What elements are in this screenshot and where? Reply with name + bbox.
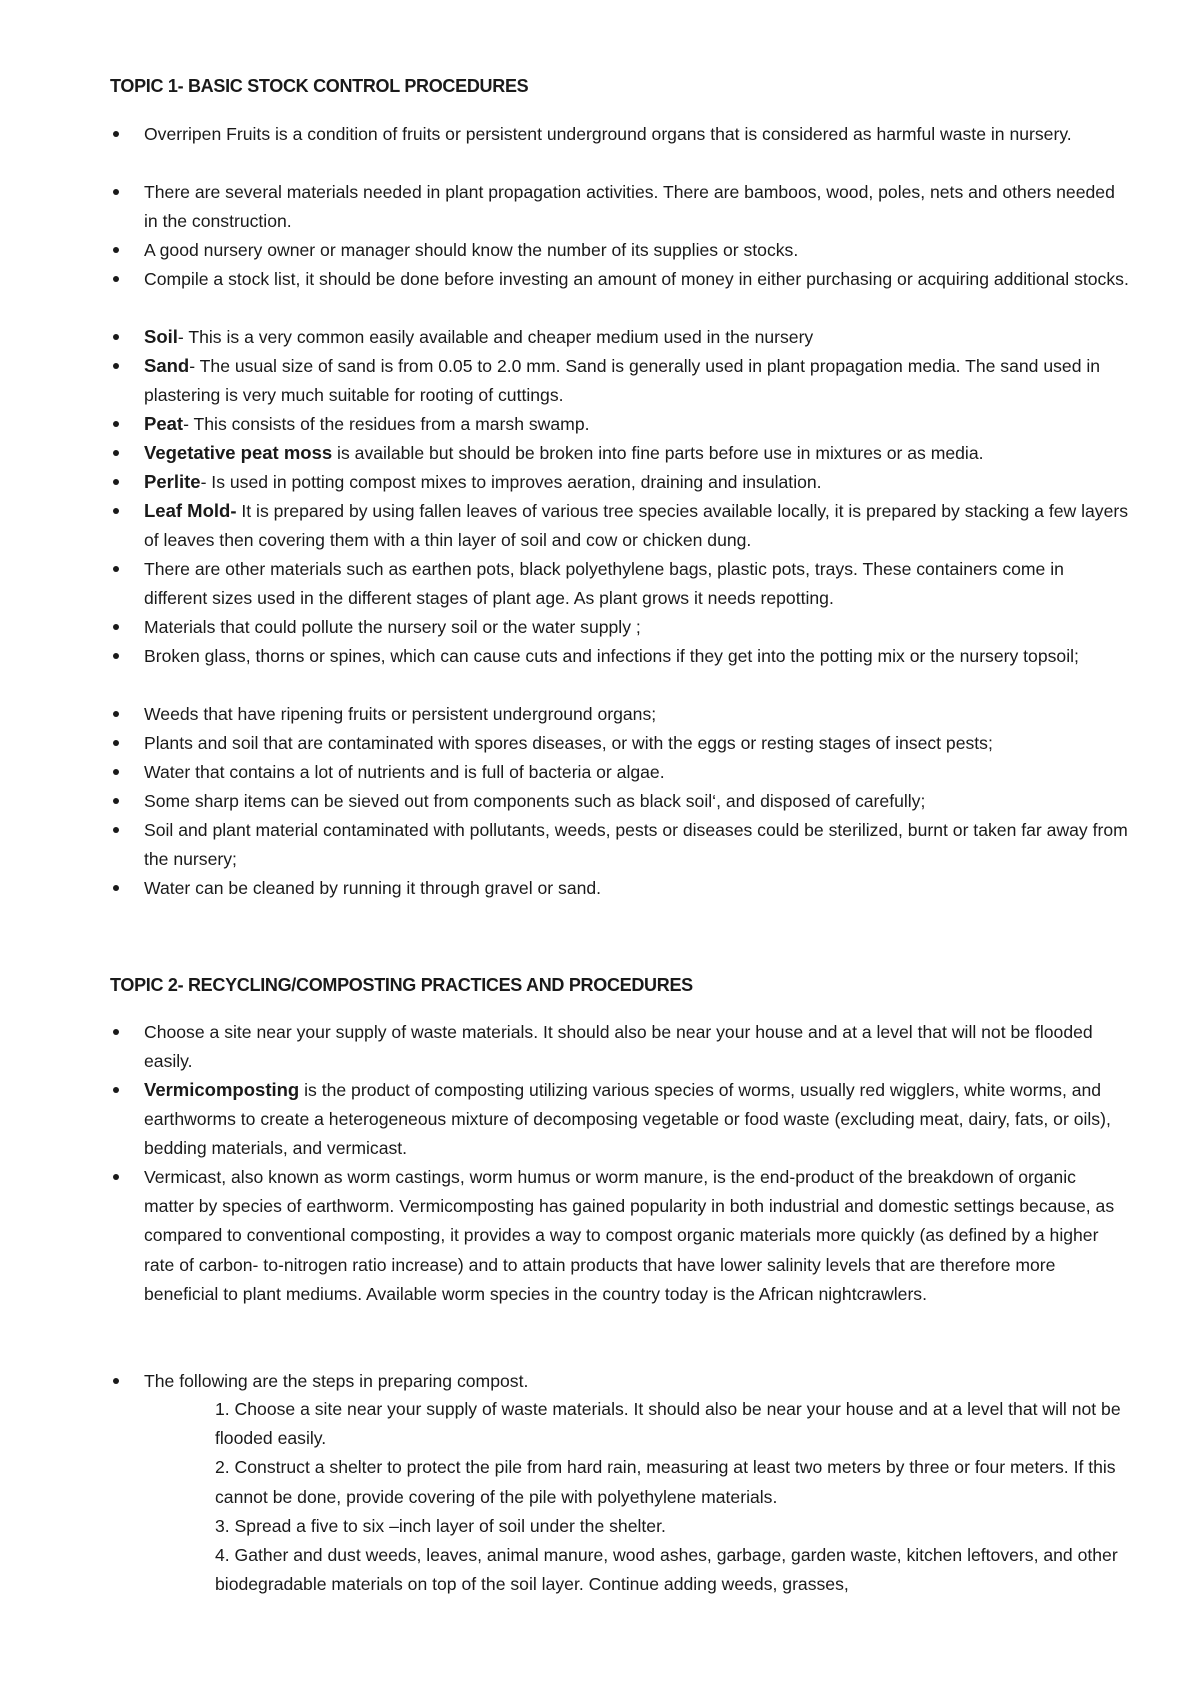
list-item: A good nursery owner or manager should know the number of its supplies or stocks.	[144, 235, 1129, 265]
topic2-heading: TOPIC 2- RECYCLING/COMPOSTING PRACTICES AND PROCEDURES	[110, 975, 693, 995]
topic1-heading: TOPIC 1- BASIC STOCK CONTROL PROCEDURES	[110, 76, 529, 96]
list-item: Vermicast, also known as worm castings, worm humus or worm manure, is the end-product of the breakdown of organic matter by species of earthworm. Vermicomposting has gained popularity in both industrial and domestic settings because, as compared to conventional composting, it provides a way to compost organic materials more quickly (as defined by a higher rate of carbon- to-nitrogen ratio increase) and to attain products that have lower salinity levels that are therefore more beneficial to plant mediums. Available worm species in the country today is the African nightcrawlers.	[144, 1162, 1129, 1309]
compost-step: 4. Gather and dust weeds, leaves, animal manure, wood ashes, garbage, garden waste, kitchen leftovers, and other biodegradable materials on top of the soil layer. Continue adding weeds, grasses,	[215, 1545, 1118, 1595]
compost-step: 3. Spread a five to six –inch layer of soil under the shelter.	[215, 1515, 666, 1536]
bullet-icon	[113, 769, 119, 775]
list-item: Vermicomposting is the product of composting utilizing various species of worms, usually red wigglers, white worms, and earthworms to create a heterogeneous mixture of decomposing vegetable or food waste (excluding meat, dairy, fats, or oils), bedding materials, and vermicast.	[144, 1075, 1129, 1164]
list-item: Choose a site near your supply of waste materials. It should also be near your house and at a level that will not be flooded easily.	[144, 1017, 1129, 1076]
list-item: Water that contains a lot of nutrients and is full of bacteria or algae.	[144, 757, 1129, 787]
bullet-icon	[113, 508, 119, 514]
bullet-icon	[113, 1087, 119, 1093]
list-item: Overripen Fruits is a condition of fruits or persistent underground organs that is considered as harmful waste in nursery.	[144, 119, 1129, 149]
bullet-icon	[113, 740, 119, 746]
list-item: Peat- This consists of the residues from a marsh swamp.	[144, 409, 1129, 439]
bullet-icon	[113, 711, 119, 717]
compost-step: 2. Construct a shelter to protect the pile from hard rain, measuring at least two meters by three or four meters. If this cannot be done, provide covering of the pile with polyethylene materials.	[215, 1457, 1116, 1507]
list-item: Broken glass, thorns or spines, which can cause cuts and infections if they get into the potting mix or the nursery topsoil;	[144, 641, 1129, 671]
list-item: Sand- The usual size of sand is from 0.05 to 2.0 mm. Sand is generally used in plant propagation media. The sand used in plastering is very much suitable for rooting of cuttings.	[144, 351, 1129, 410]
list-item: Soil- This is a very common easily available and cheaper medium used in the nursery	[144, 322, 1129, 352]
bullet-icon	[113, 421, 119, 427]
list-item: Soil and plant material contaminated with pollutants, weeds, pests or diseases could be sterilized, burnt or taken far away from the nursery;	[144, 815, 1129, 874]
list-item: Plants and soil that are contaminated with spores diseases, or with the eggs or resting stages of insect pests;	[144, 728, 1129, 758]
bullet-icon	[113, 450, 119, 456]
bullet-icon	[113, 189, 119, 195]
bullet-icon	[113, 653, 119, 659]
bullet-icon	[113, 885, 119, 891]
bullet-icon	[113, 131, 119, 137]
list-item: Water can be cleaned by running it through gravel or sand.	[144, 873, 1129, 903]
list-item: The following are the steps in preparing compost.	[144, 1366, 1129, 1396]
bullet-icon	[113, 1029, 119, 1035]
bullet-icon	[113, 1378, 119, 1384]
list-item: Vegetative peat moss is available but should be broken into fine parts before use in mixtures or as media.	[144, 438, 1129, 468]
list-item: Compile a stock list, it should be done before investing an amount of money in either purchasing or acquiring additional stocks.	[144, 264, 1129, 294]
list-item: Some sharp items can be sieved out from components such as black soil‘, and disposed of carefully;	[144, 786, 1129, 816]
bullet-icon	[113, 247, 119, 253]
list-item: Perlite- Is used in potting compost mixes to improves aeration, draining and insulation.	[144, 467, 1129, 497]
bullet-icon	[113, 479, 119, 485]
bullet-icon	[113, 827, 119, 833]
bullet-icon	[113, 276, 119, 282]
bullet-icon	[113, 624, 119, 630]
bullet-icon	[113, 334, 119, 340]
compost-step: 1. Choose a site near your supply of waste materials. It should also be near your house and at a level that will not be flooded easily.	[215, 1399, 1121, 1449]
list-item: Weeds that have ripening fruits or persistent underground organs;	[144, 699, 1129, 729]
bullet-icon	[113, 1174, 119, 1180]
list-item: Leaf Mold- It is prepared by using fallen leaves of various tree species available locally, it is prepared by stacking a few layers of leaves then covering them with a thin layer of soil and cow or chicken dung.	[144, 496, 1129, 555]
list-item: There are several materials needed in plant propagation activities. There are bamboos, wood, poles, nets and others needed in the construction.	[144, 177, 1129, 236]
bullet-icon	[113, 566, 119, 572]
compost-steps-list	[215, 1395, 1130, 1599]
bullet-icon	[113, 798, 119, 804]
list-item: Materials that could pollute the nursery soil or the water supply ;	[144, 612, 1129, 642]
list-item: There are other materials such as earthen pots, black polyethylene bags, plastic pots, trays. These containers come in different sizes used in the different stages of plant age. As plant grows it needs repotting.	[144, 554, 1129, 613]
bullet-icon	[113, 363, 119, 369]
